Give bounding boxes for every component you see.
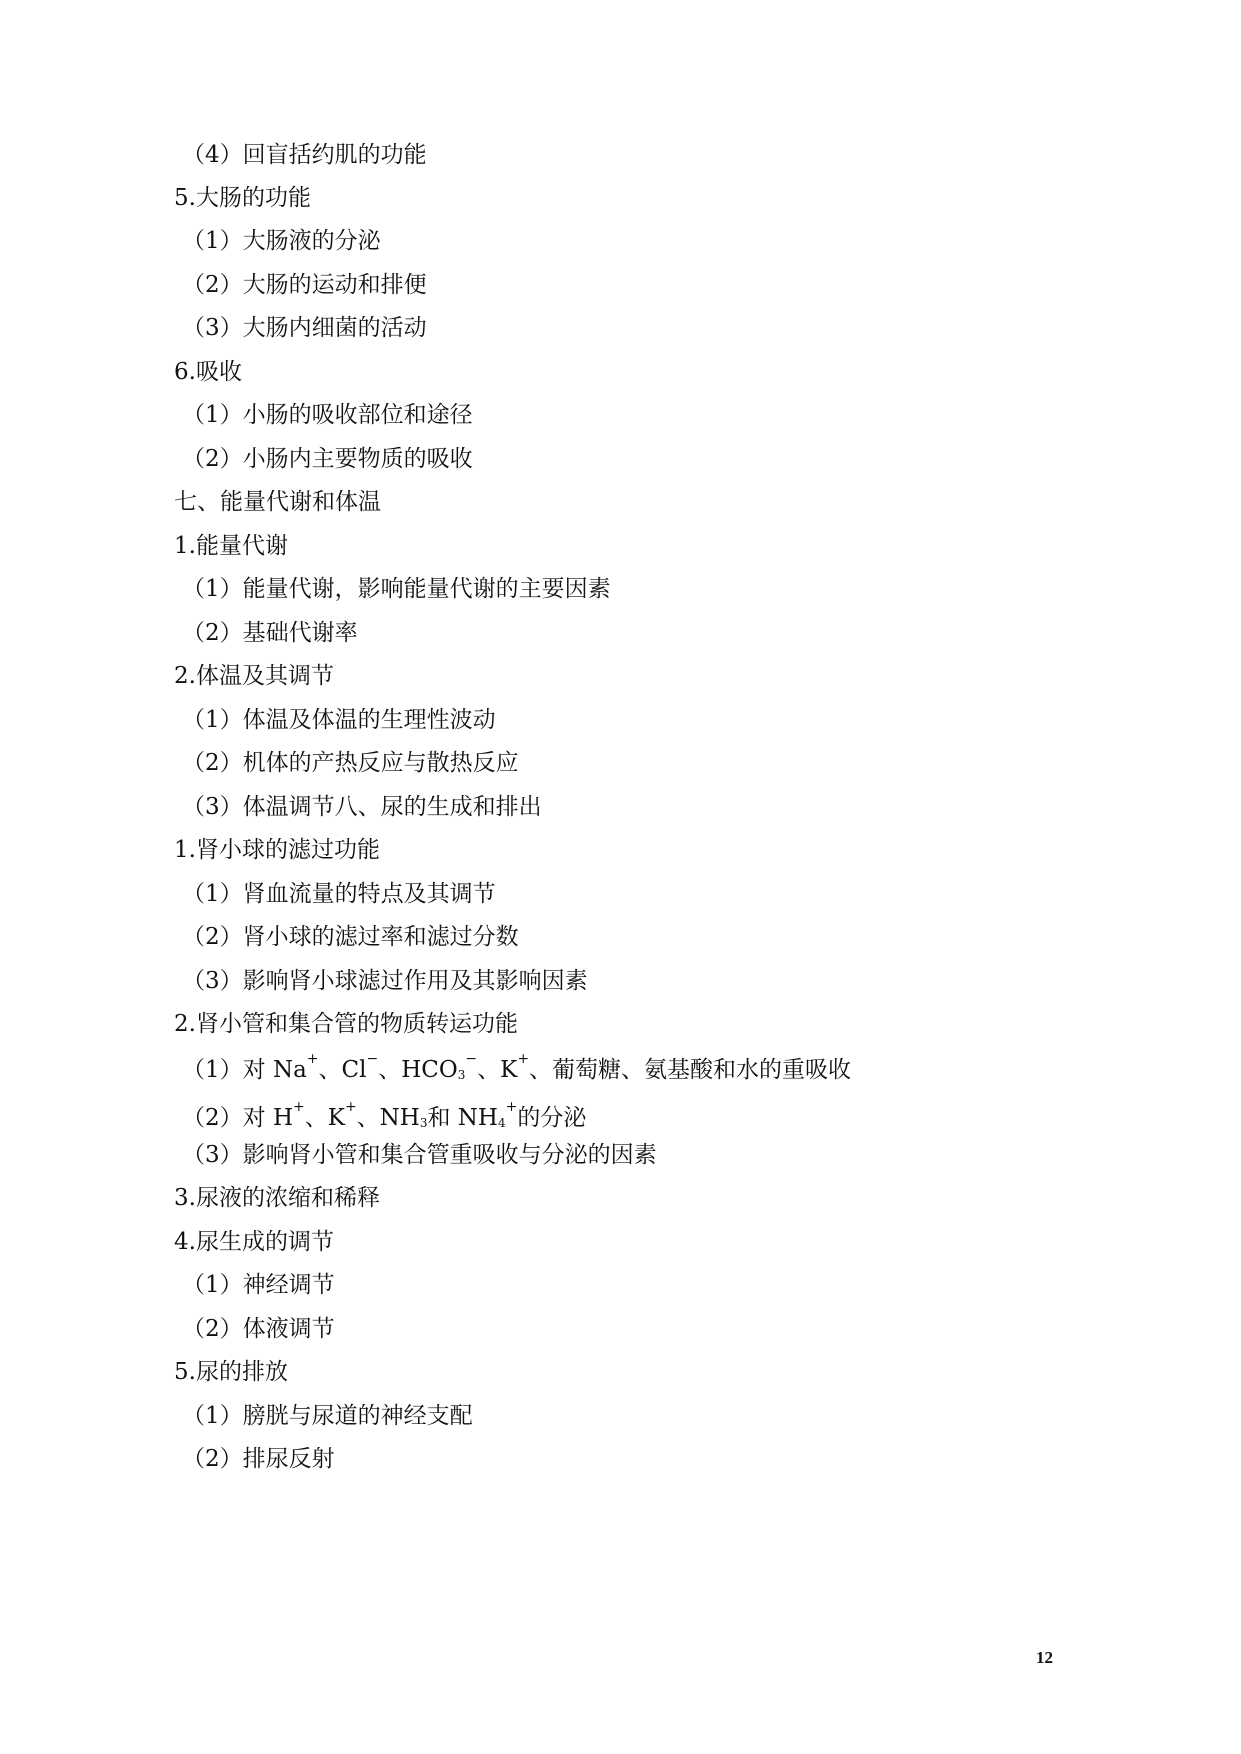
outline-item: （4）回盲括约肌的功能 — [182, 142, 427, 168]
outline-heading: 1.肾小球的滤过功能 — [174, 837, 380, 863]
outline-item: （2）基础代谢率 — [182, 620, 358, 646]
outline-item: （1）能量代谢，影响能量代谢的主要因素 — [182, 576, 611, 602]
outline-item: （2）体液调节 — [182, 1316, 335, 1342]
outline-item: （1）体温及体温的生理性波动 — [182, 707, 496, 733]
outline-item: （3）影响肾小管和集合管重吸收与分泌的因素 — [182, 1142, 657, 1168]
outline-item-secretion: （2）对 H+、K+、$NH_3$和 $NH_4^+$的分泌 — [182, 1099, 587, 1131]
outline-heading: 5.尿的排放 — [174, 1359, 288, 1385]
outline-item: （1）小肠的吸收部位和途径 — [182, 402, 473, 428]
outline-heading: 2.肾小管和集合管的物质转运功能 — [174, 1011, 518, 1037]
outline-item: （2）大肠的运动和排便 — [182, 272, 427, 298]
outline-heading: 2.体温及其调节 — [174, 663, 334, 689]
outline-heading: 4.尿生成的调节 — [174, 1229, 334, 1255]
outline-item: （3）影响肾小球滤过作用及其影响因素 — [182, 968, 588, 994]
outline-item: （2）排尿反射 — [182, 1446, 335, 1472]
outline-item: （1）大肠液的分泌 — [182, 228, 381, 254]
outline-item-ions-reabsorption: （1）对 Na+、Cl−、$HCO_3^-$、K+、葡萄糖、氨基酸和水的重吸收 — [182, 1051, 852, 1083]
outline-item: （1）膀胱与尿道的神经支配 — [182, 1403, 473, 1429]
outline-item: （1）神经调节 — [182, 1272, 335, 1298]
outline-item: （1）肾血流量的特点及其调节 — [182, 881, 496, 907]
outline-item: （3）体温调节八、尿的生成和排出 — [182, 794, 542, 820]
outline-item: （2）小肠内主要物质的吸收 — [182, 446, 473, 472]
outline-heading: 6.吸收 — [174, 359, 242, 385]
section-heading: 七、能量代谢和体温 — [174, 489, 381, 515]
outline-heading: 5.大肠的功能 — [174, 185, 311, 211]
outline-item: （2）肾小球的滤过率和滤过分数 — [182, 924, 519, 950]
outline-heading: 1.能量代谢 — [174, 533, 288, 559]
page-number: 12 — [1036, 1648, 1053, 1667]
outline-item: （2）机体的产热反应与散热反应 — [182, 750, 519, 776]
outline-item: （3）大肠内细菌的活动 — [182, 315, 427, 341]
outline-heading: 3.尿液的浓缩和稀释 — [174, 1185, 380, 1211]
